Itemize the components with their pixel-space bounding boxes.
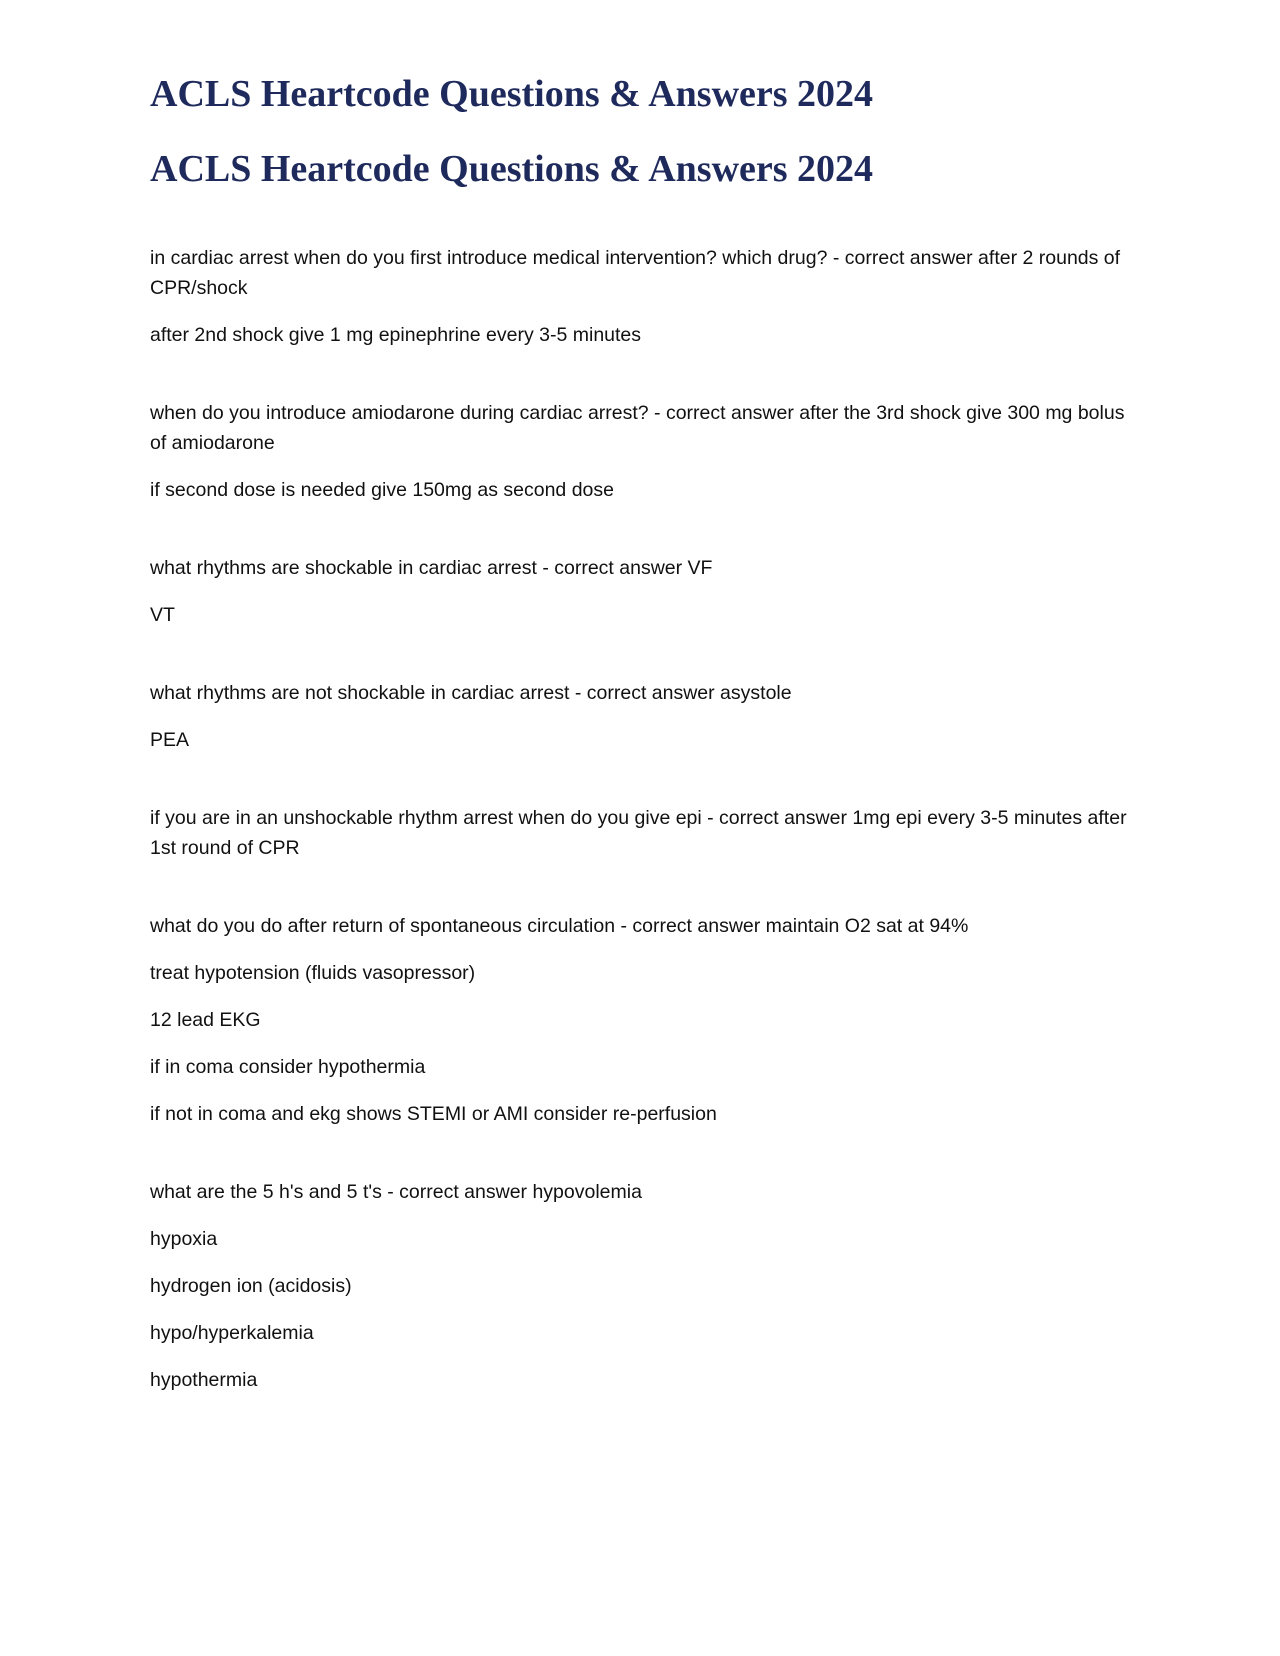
- qa-answer-line: hydrogen ion (acidosis): [150, 1275, 352, 1297]
- qa-block: [150, 398, 1130, 505]
- document-title: ACLS Heartcode Questions & Answers 2024: [150, 73, 874, 115]
- qa-question-line: what do you do after return of spontaneous circulation - correct answer maintain O2 sat at 94%: [150, 915, 969, 937]
- qa-answer-line: after 2nd shock give 1 mg epinephrine every 3-5 minutes: [150, 324, 642, 346]
- qa-question-line: if you are in an unshockable rhythm arrest when do you give epi - correct answer 1mg epi every 3-5 minutes after 1st round of CPR: [150, 807, 1127, 859]
- qa-question-line: in cardiac arrest when do you first introduce medical intervention? which drug? - correct answer after 2 rounds of CPR/shock: [150, 247, 1121, 299]
- document-page: [150, 72, 1130, 1395]
- qa-answer-line: if in coma consider hypothermia: [150, 1056, 426, 1078]
- qa-question-line: what rhythms are shockable in cardiac arrest - correct answer VF: [150, 557, 713, 579]
- qa-answer-line: PEA: [150, 729, 190, 751]
- qa-block: [150, 1177, 1130, 1395]
- qa-answer-line: 12 lead EKG: [150, 1009, 261, 1031]
- qa-answer-line: if not in coma and ekg shows STEMI or AMI consider re-perfusion: [150, 1103, 717, 1125]
- qa-block: [150, 803, 1130, 863]
- qa-block: [150, 243, 1130, 350]
- qa-block: [150, 678, 1130, 755]
- qa-answer-line: hypo/hyperkalemia: [150, 1322, 314, 1344]
- qa-answer-line: VT: [150, 604, 175, 626]
- qa-answer-line: if second dose is needed give 150mg as second dose: [150, 479, 614, 501]
- qa-answer-line: treat hypotension (fluids vasopressor): [150, 962, 476, 984]
- qa-block: [150, 911, 1130, 1129]
- document-title-repeat: ACLS Heartcode Questions & Answers 2024: [150, 148, 874, 190]
- qa-question-line: when do you introduce amiodarone during cardiac arrest? - correct answer after the 3rd shock give 300 mg bolus of amiodarone: [150, 402, 1125, 454]
- qa-question-line: what rhythms are not shockable in cardiac arrest - correct answer asystole: [150, 682, 792, 704]
- qa-question-line: what are the 5 h's and 5 t's - correct answer hypovolemia: [150, 1181, 642, 1203]
- qa-answer-line: hypothermia: [150, 1369, 258, 1391]
- qa-content: [150, 243, 1130, 1395]
- qa-answer-line: hypoxia: [150, 1228, 218, 1250]
- qa-block: [150, 553, 1130, 630]
